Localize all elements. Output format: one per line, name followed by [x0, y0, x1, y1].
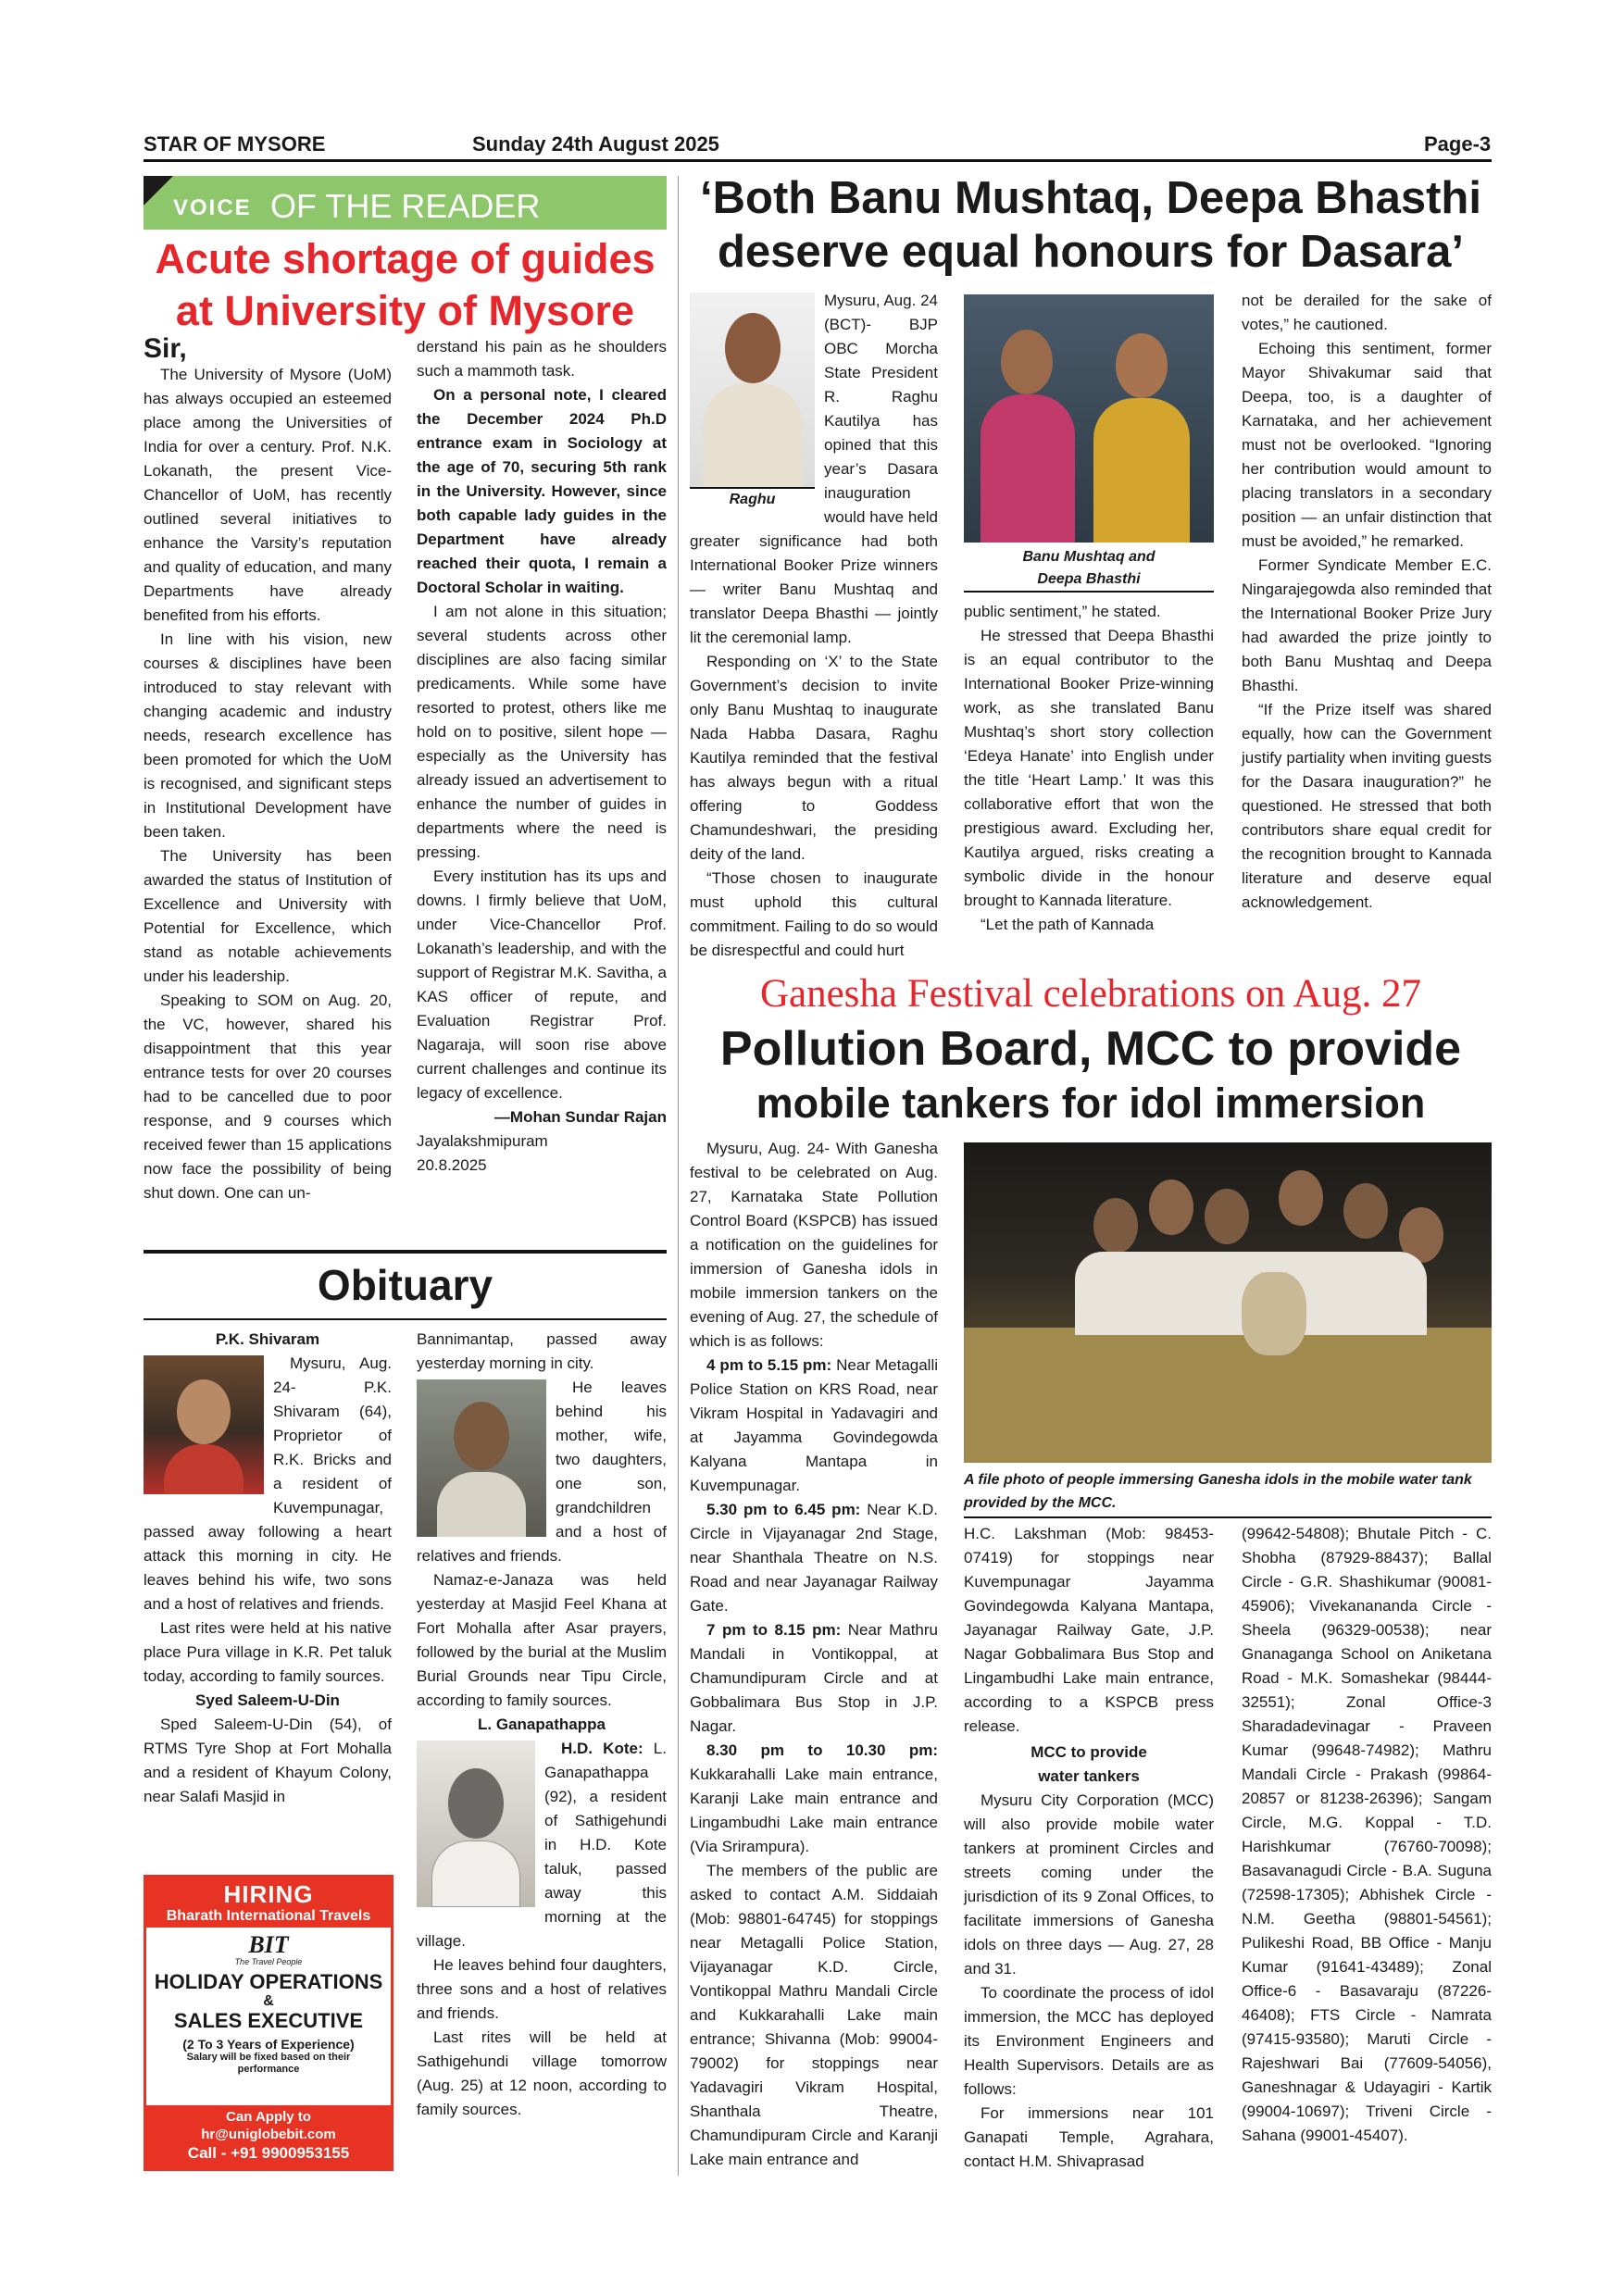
ad-apply: Can Apply to [226, 2109, 311, 2125]
obituary-text: Last rites were held at his native place Pura village in K.R. Pet taluk today, according to family sources. [144, 1619, 392, 1685]
ganesha-column-2 [964, 1522, 1214, 2174]
voice-para: Speaking to SOM on Aug. 20, the VC, however, shared his disappointment that this year entrance tests for over 20 courses had to be cancelled due to poor response, and 9 courses which received fewer than 15 applications now face the possibility of being shut down. One can un- [144, 992, 392, 1202]
obituary-place: H.D. Kote: [561, 1740, 643, 1757]
voice-para: In line with his vision, new courses & disciplines have been introduced to stay relevant with changing academic and industry needs, research excellence has been promoted for which the UoM is recognised, and significant steps in Institutional Development have been taken. [144, 630, 392, 841]
time-slot-4: 8.30 pm to 10.30 pm: [706, 1741, 938, 1759]
banu-headline-1: ‘Both Banu Mushtaq, Deepa Bhasthi [700, 173, 1481, 223]
obituary-title: Obituary [317, 1261, 493, 1309]
slot-text: Kukkarahalli Lake main entrance, Karanji Lake main entrance and Lingambudhi Lake main entrance (Via Srirampura). [690, 1766, 938, 1855]
ganesha-para: The members of the public are asked to contact A.M. Siddaiah (Mob: 98801-64745) for stoppings near Metagalli Police Station, Vijayanagar K.D. Circle, Vontikoppal Mathru Mandali Circle and Kukkarahalli Lake main entrance; Shivanna (Mob: 99004-79002) for stoppings near Yadavagiri Vikram Hospital, Shanthala Theatre, Chamundipuram Circle and Karanji Lake main entrance and [690, 1862, 938, 2168]
banu-para: public sentiment,” he stated. [964, 603, 1161, 620]
ganesha-headline-2: mobile tankers for idol immersion [756, 1079, 1426, 1127]
obituary-text: Mysuru, Aug. 24- P.K. Shivaram (64), Proprietor of R.K. Bricks and a resident of Kuvempunagar, passed away following a heart attack this morning in city. He leaves behind his wife, two sons and a host of relatives and friends. [144, 1354, 392, 1613]
banu-deepa-photo [964, 294, 1214, 543]
raghu-photo-wrap [690, 293, 815, 511]
ganesha-para [690, 1739, 938, 1859]
banu-para: “Those chosen to inaugurate must uphold this cultural commitment. Failing to do so would be disrespectful and could hurt [690, 869, 938, 959]
obituary-text-span: L. Ganapathappa (92), a resident of Sathigehundi in H.D. Kote taluk, passed away this morning at the village. [417, 1740, 667, 1950]
ganesha-para: (99642-54808); Bhutale Pitch - C. Shobha (87929-88437); Ballal Circle - G.R. Shashikumar (90081-45906); Vivekanananda Circle - Sheela (96329-00538); near Gnanaganga School on Aniketana Road - M.K. Somashekar (98444-32551); Zonal Office-3 Sharadadevinagar - Praveen Kumar (99648-74982); Mathru Mandali Circle - Prakash (99864-20857 or 81238-26396); Sangam Circle, M.G. Koppal - T.D. Harishkumar (76760-70098); Basavanagudi Circle - B.A. Suguna (72598-17305); Abhishek Circle - N.M. Geetha (98801-54561); Pulikeshi Road, BB Office - Manju Kumar (91641-43489); Zonal Office-6 - Basavaraju (87226-46408); FTS Circle - Namrata (97415-93580); Maruti Circle - Rajeshwari Bai (77609-54056), Ganeshnagar & Udayagiri - Kartik (99004-10697); Triveni Circle - Sahana (99001-45407). [1242, 1525, 1492, 2144]
voice-tag-a: VOICE [173, 195, 252, 220]
immersion-caption: A file photo of people immersing Ganesha idols in the mobile water tank provided by the MCC. [964, 1468, 1492, 1518]
ad-email[interactable]: hr@uniglobebit.com [201, 2127, 336, 2142]
mcc-subhead-1: MCC to provide [1031, 1743, 1147, 1761]
obituary-rule [144, 1318, 667, 1320]
ad-logo [146, 1933, 391, 1966]
time-slot-1: 4 pm to 5.15 pm: [706, 1356, 832, 1374]
obituary-text: He leaves behind four daughters, three sons and a host of relatives and friends. [417, 1956, 667, 2022]
raghu-photo [690, 293, 815, 487]
ganesha-kicker: Ganesha Festival celebrations on Aug. 27 [759, 972, 1422, 1016]
ad-role-1: HOLIDAY OPERATIONS [154, 1970, 383, 1993]
banu-caption-line-1: Banu Mushtaq and [1022, 549, 1156, 565]
ganesha-para: For immersions near 101 Ganapati Temple, Agrahara, contact H.M. Shivaprasad [964, 2104, 1214, 2170]
voice-bottom-rule [144, 1250, 667, 1254]
ganesha-column-1 [690, 1137, 938, 2172]
voice-date: 20.8.2025 [417, 1156, 487, 1174]
banner-corner [144, 176, 173, 206]
banu-para: Mysuru, Aug. 24 (BCT)- BJP OBC Morcha State President R. Raghu Kautilya has opined that this year’s Dasara inauguration would have held greater significance had both International Booker Prize winners — writer Banu Mushtaq and translator Deepa Bhasthi — jointly lit the ceremonial lamp. [690, 292, 938, 646]
masthead-date: Sunday 24th August 2025 [472, 132, 719, 156]
hiring-ad[interactable] [144, 1875, 394, 2171]
obituary-name-3: L. Ganapathappa [478, 1716, 606, 1733]
ganesha-para: To coordinate the process of idol immersion, the MCC has deployed its Environment Engineers and Health Supervisors. Details are as follows: [964, 1984, 1214, 2098]
voice-column-2 [417, 335, 667, 1178]
ad-role-2: SALES EXECUTIVE [173, 2009, 364, 2032]
ganesha-para [690, 1618, 938, 1739]
banu-para: Responding on ‘X’ to the State Government’s decision to invite only Banu Mushtaq to inaugurate Nada Habba Dasara, Raghu Kautilya reminded that the festival has always begun with a ritual offering to Goddess Chamundeshwari, the presiding deity of the land. [690, 653, 938, 863]
ad-experience: (2 To 3 Years of Experience) [182, 2037, 355, 2052]
mcc-subhead-2: water tankers [1038, 1767, 1140, 1785]
voice-para: derstand his pain as he shoulders such a mammoth task. [417, 338, 667, 380]
banu-photo-caption [964, 546, 1214, 593]
ad-salary: Salary will be fixed based on their performance [186, 2052, 351, 2075]
slot-text: Near K.D. Circle in Vijayanagar 2nd Stage, near Shanthala Theatre on N.S. Road and near Jayanagar Railway Gate. [690, 1501, 939, 1615]
obituary-text: Namaz-e-Janaza was held yesterday at Masjid Feel Khana at Fort Mohalla after Asar prayers, followed by the burial at the Muslim Burial Grounds near Tipu Circle, according to family sources. [417, 1571, 667, 1709]
voice-tag-b: OF THE READER [270, 187, 541, 225]
banu-headline-2: deserve equal honours for Dasara’ [717, 227, 1465, 277]
banu-para: Echoing this sentiment, former Mayor Shivakumar said that Deepa, too, is a daughter of Karnataka, and her achievement must not be overlooked. “Ignoring her contribution would amount to placing translators in a secondary position — an unfair distinction that must be avoided,” he remarked. [1242, 340, 1492, 550]
ganesha-para: Mysuru City Corporation (MCC) will also provide mobile water tankers at prominent Circles and streets coming under the jurisdiction of its 9 Zonal Offices, to facilitate immersions of Ganesha idols on three days — Aug. 27, 28 and 31. [964, 1791, 1214, 1978]
ganapathappa-photo [417, 1741, 535, 1907]
slot-text: Near Mathru Mandali in Vontikoppal, at Chamundipuram Circle and at Gobbalimara Bus Stop in J.P. Nagar. [690, 1621, 939, 1735]
ad-company: Bharath International Travels [166, 1908, 371, 1924]
voice-para: Every institution has its ups and downs. I firmly believe that UoM, under Vice-Chancellor Prof. Lokanath’s leadership, and with the support of Registrar M.K. Savitha, a KAS officer of repute, and Evaluation Registrar Prof. Nagaraja, will soon rise above current challenges and continue its legacy of excellence. [417, 867, 667, 1102]
banu-column-2 [964, 600, 1214, 937]
banu-column-1 [690, 289, 938, 963]
ad-call[interactable]: Call - +91 9900953155 [187, 2144, 350, 2162]
raghu-caption: Raghu [690, 487, 815, 511]
banu-para: He stressed that Deepa Bhasthi is an equal contributor to the International Booker Prize-winning work, as she translated Banu Mushtaq’s short story collection ‘Edeya Hanate’ into English under the title ‘Heart Lamp.’ It was this collaborative effort that won the prestigious award. Excluding her, Kautilya argued, risks creating a symbolic divide in the honour brought to Kannada literature. [964, 627, 1214, 909]
voice-para-bold: On a personal note, I cleared the December 2024 Ph.D entrance exam in Sociology at the age of 70, securing 5th rank in the University. However, since both capable lady guides in the Department have already reached their quota, I remain a Doctoral Scholar in waiting. [417, 386, 667, 596]
bit-tagline: The Travel People [234, 1957, 303, 1966]
obituary-text: Last rites will be held at Sathigehundi village tomorrow (Aug. 25) at 12 noon, according to family sources. [417, 2028, 667, 2118]
banu-para: not be derailed for the sake of votes,” he cautioned. [1242, 292, 1492, 333]
shivaram-photo [144, 1355, 264, 1494]
ganesha-column-3 [1242, 1522, 1492, 2148]
voice-headline-1: Acute shortage of guides [155, 235, 656, 282]
slot-text: Near Metagalli Police Station on KRS Road, near Vikram Hospital in Yadavagiri and at Jayamma Govindegowda Kalyana Mantapa in Kuvempunagar. [690, 1356, 939, 1494]
voice-salutation: Sir, [144, 333, 187, 364]
ad-amp: & [263, 1993, 274, 2009]
masthead-page: Page-3 [1424, 132, 1492, 156]
ganesha-para: H.C. Lakshman (Mob: 98453-07419) for stoppings near Kuvempunagar Jayamma Govindegowda Kalyana Mantapa, Jayanagar Railway Gate, J.P. Nagar Gobbalimara Bus Stop and Lingambudhi Lake main entrance, according to a KSPCB press release. [964, 1525, 1214, 1735]
obituary-text: Bannimantap, passed away yesterday morning in city. [417, 1330, 667, 1372]
ad-header [146, 1878, 391, 1928]
banu-column-3 [1242, 289, 1492, 915]
ad-hiring: HIRING [223, 1880, 314, 1908]
voice-para: The University of Mysore (UoM) has always occupied an esteemed place among the Universities of India for over a century. Prof. N.K. Lokanath, the present Vice-Chancellor of UoM, has recently outlined several initiatives to enhance the Varsity’s reputation and quality of education, and many Departments have already benefited from his efforts. [144, 366, 392, 624]
voice-column-1 [144, 335, 392, 1205]
banu-para: “If the Prize itself was shared equally, how can the Government justify partiality when inviting guests for the Dasara inauguration?” he questioned. He stressed that both contributors share equal credit for the recognition brought to Kannada literature and deserve equal acknowledgement. [1242, 701, 1492, 911]
obituary-name-2: Syed Saleem-U-Din [195, 1691, 340, 1709]
voice-para: I am not alone in this situation; several students across other disciplines are also facing similar predicaments. While some have resorted to protest, others like me hold on to positive, silent hope — especially as the University has already issued an advertisement to enhance the number of guides in departments where the need is pressing. [417, 603, 667, 861]
banu-para: Former Syndicate Member E.C. Ningarajegowda also reminded that the International Booker Prize Jury had awarded the prize jointly to both Banu Mushtaq and Deepa Bhasthi. [1242, 556, 1492, 694]
banu-caption-line-2: Deepa Bhasthi [1037, 571, 1141, 587]
voice-place: Jayalakshmipuram [417, 1132, 548, 1150]
bit-logo: BIT [248, 1931, 289, 1958]
obituary-column-2 [417, 1328, 667, 2122]
obituary-text: He leaves behind his mother, wife, two daughters, one son, grandchildren and a host of relatives and friends. [417, 1379, 667, 1565]
voice-signature: —Mohan Sundar Rajan [493, 1108, 667, 1126]
ganesha-para [690, 1354, 938, 1498]
obituary-name-1: P.K. Shivaram [215, 1330, 320, 1348]
ganesha-headline-1: Pollution Board, MCC to provide [719, 1022, 1462, 1076]
ganesha-para: Mysuru, Aug. 24- With Ganesha festival to be celebrated on Aug. 27, Karnataka State Pollution Control Board (KSPCB) has issued a notification on the guidelines for immersion of Ganesha idols in mobile immersion tankers on the evening of Aug. 27, the schedule of which is as follows: [690, 1140, 938, 1350]
saleem-photo [417, 1379, 546, 1537]
ganesha-para [690, 1498, 938, 1618]
immersion-photo [964, 1142, 1492, 1463]
voice-headline-2: at University of Mysore [175, 287, 635, 334]
masthead-rule [144, 159, 1492, 162]
banu-para: “Let the path of Kannada [981, 916, 1155, 933]
obituary-text: Sped Saleem-U-Din (54), of RTMS Tyre Shop at Fort Mohalla and a resident of Khayum Colony, near Salafi Masjid in [144, 1716, 392, 1805]
voice-para: The University has been awarded the status of Institution of Excellence and University with Potential for Excellence, which stand as notable achievements under his leadership. [144, 847, 392, 985]
column-divider [678, 176, 679, 2176]
time-slot-3: 7 pm to 8.15 pm: [706, 1621, 842, 1639]
masthead-paper: STAR OF MYSORE [144, 132, 326, 156]
voice-banner [144, 176, 667, 230]
ad-apply-box [146, 2105, 391, 2168]
obituary-column-1 [144, 1328, 392, 1809]
time-slot-2: 5.30 pm to 6.45 pm: [706, 1501, 861, 1518]
